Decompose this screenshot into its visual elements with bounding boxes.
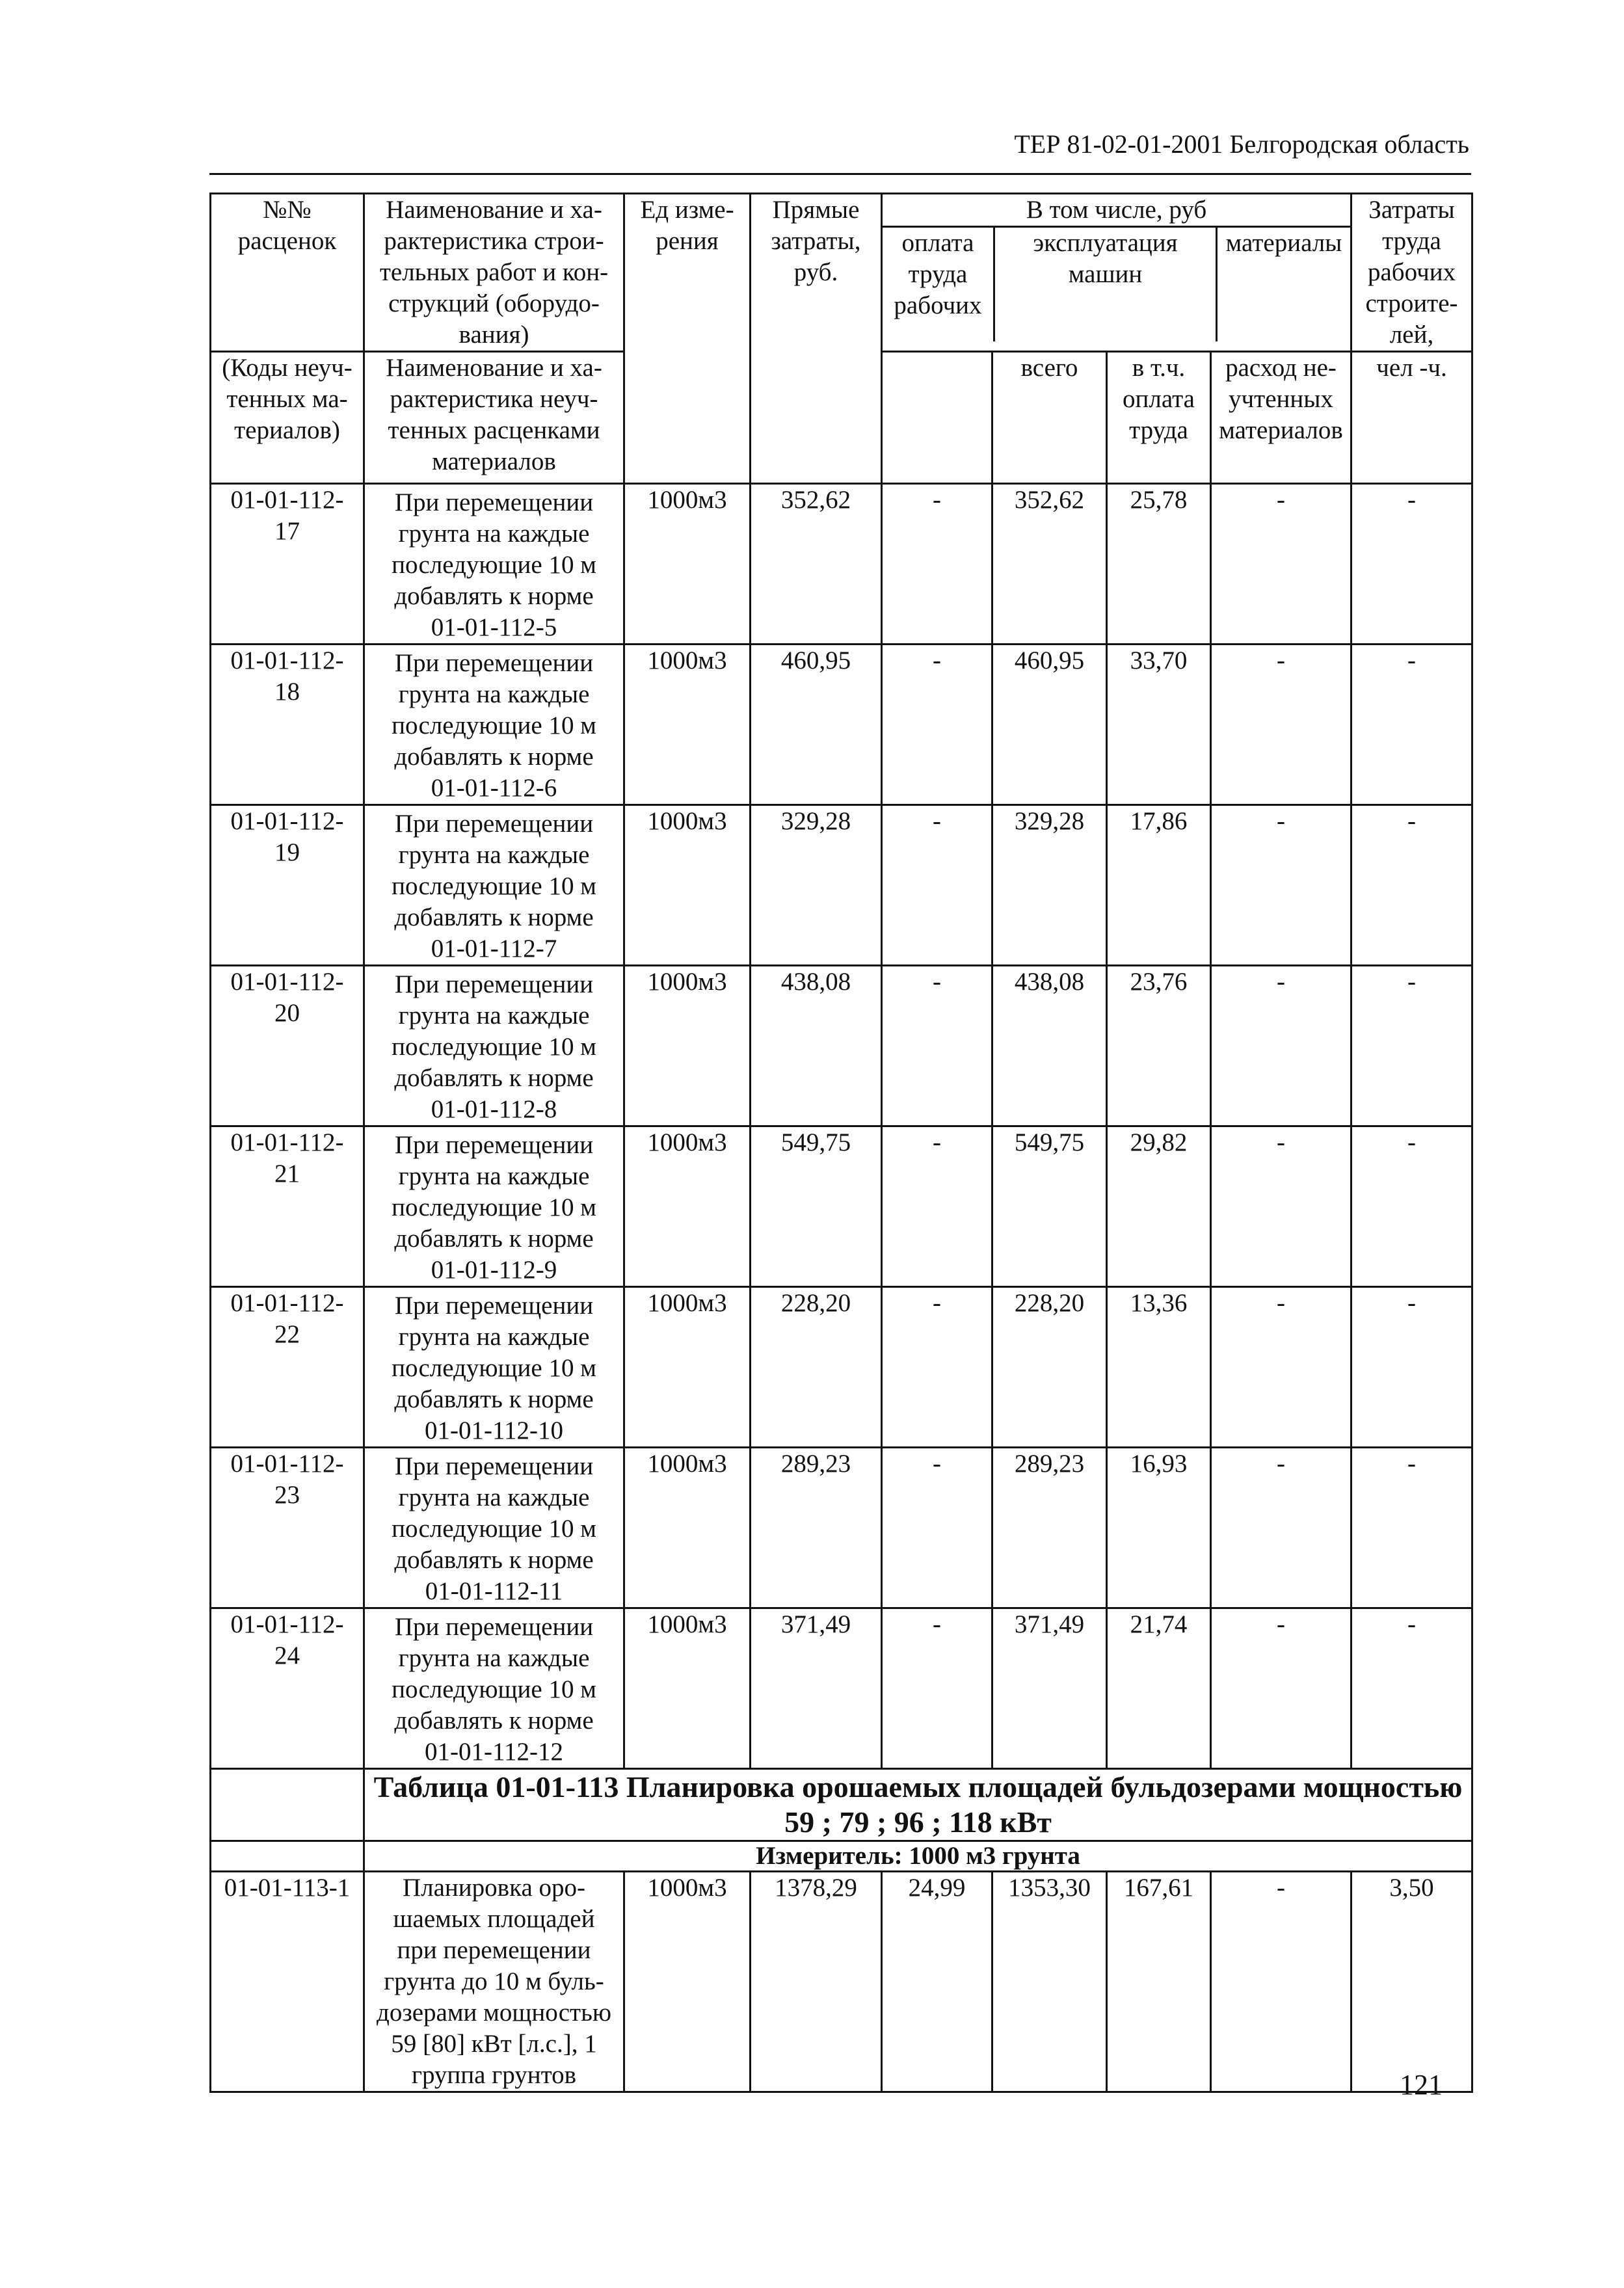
col-header-including-group <box>882 194 1351 352</box>
page-number: 121 <box>1400 2069 1443 2101</box>
col-header-name-materials: Наименование и ха- рактеристика неуч- тенных расценками материалов <box>364 352 624 484</box>
unit-cell: 1000м3 <box>624 1287 751 1448</box>
labor-cost-cell: - <box>1351 1126 1472 1287</box>
header-rule <box>209 173 1471 175</box>
unit-cell: 1000м3 <box>624 966 751 1126</box>
labor-cost-cell: - <box>1351 1608 1472 1769</box>
machines-labor-cell: 17,86 <box>1107 805 1211 966</box>
section-meter-row <box>211 1841 1472 1872</box>
table-row <box>211 1448 1472 1608</box>
machines-total-cell: 460,95 <box>992 645 1107 805</box>
table-row <box>211 1608 1472 1769</box>
unit-cell: 1000м3 <box>624 1608 751 1769</box>
table-row <box>211 484 1472 645</box>
table-row <box>211 1287 1472 1448</box>
machines-labor-cell: 167,61 <box>1107 1872 1211 2092</box>
rate-code-cell: 01-01-112- 21 <box>211 1126 364 1287</box>
table-header-row <box>211 194 1472 352</box>
labor-cost-cell: - <box>1351 484 1472 645</box>
rate-code-cell: 01-01-112- 18 <box>211 645 364 805</box>
materials-cell: - <box>1211 1872 1351 2092</box>
machines-total-cell: 352,62 <box>992 484 1107 645</box>
col-header-including: В том числе, руб <box>883 194 1350 228</box>
labor-pay-cell: 24,99 <box>882 1872 992 2092</box>
col-header-machines-total: всего <box>992 352 1107 484</box>
machines-total-cell: 549,75 <box>992 1126 1107 1287</box>
unit-cell: 1000м3 <box>624 805 751 966</box>
col-header-labor-cost: Затраты труда рабочих строите- лей, <box>1351 194 1472 352</box>
machines-total-cell: 329,28 <box>992 805 1107 966</box>
labor-pay-cell: - <box>882 805 992 966</box>
labor-pay-cell: - <box>882 1608 992 1769</box>
machines-total-cell: 289,23 <box>992 1448 1107 1608</box>
labor-cost-cell: 3,50 <box>1351 1872 1472 2092</box>
machines-total-cell: 228,20 <box>992 1287 1107 1448</box>
col-header-unaccounted: расход не- учтенных материалов <box>1211 352 1351 484</box>
labor-pay-cell: - <box>882 1126 992 1287</box>
direct-cost-cell: 438,08 <box>751 966 882 1126</box>
work-name-cell: При перемещении грунта на каждые последующие 10 м добавлять к норме 01-01-112-9 <box>364 1126 624 1287</box>
unit-cell: 1000м3 <box>624 1126 751 1287</box>
col-header-labor-cost-unit: чел -ч. <box>1351 352 1472 484</box>
rate-code-cell: 01-01-113-1 <box>211 1872 364 2092</box>
unit-cell: 1000м3 <box>624 484 751 645</box>
col-header-machines-labor: в т.ч. оплата труда <box>1107 352 1211 484</box>
page-header: ТЕР 81-02-01-2001 Белгородская область <box>1014 129 1469 159</box>
labor-pay-cell: - <box>882 484 992 645</box>
direct-cost-cell: 1378,29 <box>751 1872 882 2092</box>
rate-code-cell: 01-01-112- 20 <box>211 966 364 1126</box>
labor-cost-cell: - <box>1351 966 1472 1126</box>
rate-code-cell: 01-01-112- 24 <box>211 1608 364 1769</box>
section-caption: Таблица 01-01-113 Планировка орошаемых площадей бульдозерами мощностью 59 ; 79 ; 96 ; 118 кВт <box>364 1769 1472 1841</box>
work-name-cell: При перемещении грунта на каждые последующие 10 м добавлять к норме 01-01-112-6 <box>364 645 624 805</box>
work-name-cell: При перемещении грунта на каждые последующие 10 м добавлять к норме 01-01-112-11 <box>364 1448 624 1608</box>
section-caption-spacer <box>211 1769 364 1841</box>
labor-cost-cell: - <box>1351 645 1472 805</box>
unit-cell: 1000м3 <box>624 1872 751 2092</box>
direct-cost-cell: 289,23 <box>751 1448 882 1608</box>
table-row <box>211 645 1472 805</box>
rate-code-cell: 01-01-112- 22 <box>211 1287 364 1448</box>
col-header-number-codes: (Коды неуч- тенных ма- териалов) <box>211 352 364 484</box>
work-name-cell: При перемещении грунта на каждые последующие 10 м добавлять к норме 01-01-112-7 <box>364 805 624 966</box>
section-meter: Измеритель: 1000 м3 грунта <box>364 1841 1472 1872</box>
materials-cell: - <box>1211 645 1351 805</box>
col-header-direct: Прямые затраты, руб. <box>751 194 882 484</box>
col-header-materials: материалы <box>1225 229 1342 257</box>
table-row <box>211 805 1472 966</box>
work-name-cell: При перемещении грунта на каждые последующие 10 м добавлять к норме 01-01-112-8 <box>364 966 624 1126</box>
work-name-cell: При перемещении грунта на каждые последующие 10 м добавлять к норме 01-01-112-12 <box>364 1608 624 1769</box>
col-header-unit: Ед изме- рения <box>624 194 751 484</box>
direct-cost-cell: 228,20 <box>751 1287 882 1448</box>
machines-labor-cell: 29,82 <box>1107 1126 1211 1287</box>
machines-total-cell: 1353,30 <box>992 1872 1107 2092</box>
machines-labor-cell: 13,36 <box>1107 1287 1211 1448</box>
materials-cell: - <box>1211 484 1351 645</box>
materials-cell: - <box>1211 1287 1351 1448</box>
rates-table <box>209 193 1473 2093</box>
machines-labor-cell: 16,93 <box>1107 1448 1211 1608</box>
table-row <box>211 1126 1472 1287</box>
section-caption-row <box>211 1769 1472 1841</box>
machines-labor-cell: 33,70 <box>1107 645 1211 805</box>
unit-cell: 1000м3 <box>624 1448 751 1608</box>
machines-labor-cell: 25,78 <box>1107 484 1211 645</box>
labor-pay-cell: - <box>882 645 992 805</box>
materials-cell: - <box>1211 1448 1351 1608</box>
rate-code-cell: 01-01-112- 19 <box>211 805 364 966</box>
machines-total-cell: 438,08 <box>992 966 1107 1126</box>
labor-pay-cell: - <box>882 1448 992 1608</box>
materials-cell: - <box>1211 1126 1351 1287</box>
direct-cost-cell: 371,49 <box>751 1608 882 1769</box>
table-row <box>211 966 1472 1126</box>
work-name-cell: При перемещении грунта на каждые последующие 10 м добавлять к норме 01-01-112-10 <box>364 1287 624 1448</box>
col-header-machines: эксплуатация машин <box>995 228 1218 341</box>
section-meter-spacer <box>211 1841 364 1872</box>
rate-code-cell: 01-01-112- 17 <box>211 484 364 645</box>
col-header-name: Наименование и ха- рактеристика строи- тельных работ и кон- струкций (оборудо- вания) <box>364 194 624 352</box>
rate-code-cell: 01-01-112- 23 <box>211 1448 364 1608</box>
machines-total-cell: 371,49 <box>992 1608 1107 1769</box>
work-name-cell: Планировка оро- шаемых площадей при перемещении грунта до 10 м буль- дозерами мощностью 59 [80] кВт [л.с.], 1 группа грунтов <box>364 1872 624 2092</box>
table-row <box>211 1872 1472 2092</box>
direct-cost-cell: 352,62 <box>751 484 882 645</box>
labor-cost-cell: - <box>1351 1287 1472 1448</box>
direct-cost-cell: 460,95 <box>751 645 882 805</box>
col-header-labor-pay: оплата труда рабочих <box>883 228 995 341</box>
unit-cell: 1000м3 <box>624 645 751 805</box>
materials-cell: - <box>1211 966 1351 1126</box>
machines-labor-cell: 21,74 <box>1107 1608 1211 1769</box>
direct-cost-cell: 329,28 <box>751 805 882 966</box>
labor-pay-cell: - <box>882 966 992 1126</box>
direct-cost-cell: 549,75 <box>751 1126 882 1287</box>
col-header-number: №№ расценок <box>211 194 364 352</box>
materials-cell: - <box>1211 805 1351 966</box>
col-header-labor-pay-empty <box>882 352 992 484</box>
labor-pay-cell: - <box>882 1287 992 1448</box>
labor-cost-cell: - <box>1351 1448 1472 1608</box>
materials-cell: - <box>1211 1608 1351 1769</box>
labor-cost-cell: - <box>1351 805 1472 966</box>
work-name-cell: При перемещении грунта на каждые последующие 10 м добавлять к норме 01-01-112-5 <box>364 484 624 645</box>
machines-labor-cell: 23,76 <box>1107 966 1211 1126</box>
